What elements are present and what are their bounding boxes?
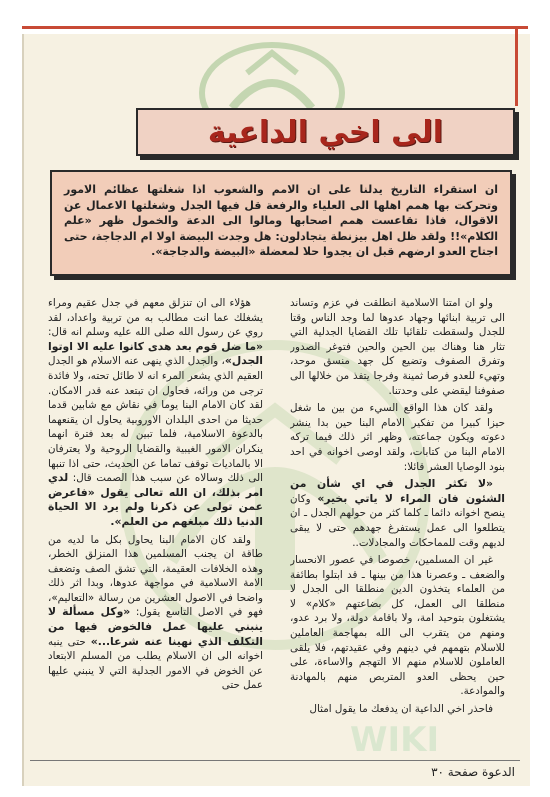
left-paragraph-1: هؤلاء الى ان تنزلق معهم في جدل عقيم ومراء يشغلك عما انت مطالب به من تربية واعداد، لقد روي عن رسول الله صلى الله عليه وسلم انه قال: «ما ضل قوم بعد هدى كانوا عليه الا اوتوا الجدل»، والجدل الذي ينهى عنه الاسلام هو الجدل العقيم الذي يشعر المرء انه لا طائل تحته، ولا فائدة ترجى من ورائه، فحاول ان تبتعد عنه قدر الامكان. لقد كان الامام البنا يوما في نقاش مع شابين قدما حديثا من احدى البلدان الاوروبية يحاول ان يقنعهما بالدعوة الاسلامية، فلما تبين له بعد فترة انهما ينكران الامور الغيبية والقضايا الروحية ولا يعترفان الا بالماديات توقف تماما عن الحديث، حتى اذا تنبها الى ذلك وسالاه عن سبب هذا الصمت قال: لدي امر بذلك، ان الله تعالى يقول «فاعرض عمن تولى عن ذكرنا ولم يرد الا الحياة الدنيا ذلك مبلغهم من العلم». [48, 297, 263, 528]
right-paragraph-4: غير ان المسلمين، خصوصا في عصور الانحسار والضعف ـ وعصرنا هذا من بينها ـ قد ابتلوا بطائفة من العلماء يتخذون الدين منطلقا الى الجدل لا منطلقا الى العمل، كل بضاعتهم «كلام» لا يشتغلون بتوحيد امة، ولا باقامة دولة، ولا برد عدو، ومنهم من يتقرب الى الله بمهاجمة العاملين للاسلام بتهمهم في دينهم وفي عقيدتهم، فلا يلقى العاملون للاسلام منهم الا التهجم والاساءة، على حين يحظى العدو المتربص منهم بالمهادنة والموادعة. [290, 554, 505, 698]
watermark-text: WIKI [350, 720, 440, 760]
intro-box [50, 170, 512, 276]
article-title: الى اخي الداعية [207, 114, 444, 150]
right-paragraph-5: فاحذر اخي الداعية ان يدفعك ما يقول امثال [309, 703, 493, 716]
quran-bold: لدي امر بذلك، ان الله تعالى يقول «فاعرض عمن تولى عن ذكرنا ولم يرد الا الحياة الدنيا ذلك مبلغهم من العلم». [48, 471, 263, 528]
intro-paragraph: ان استقراء التاريخ يدلنا على ان الامم والشعوب اذا شغلتها عظائم الامور وتحركت بها همم اهلها الى العلياء والرفعة قل فيها الجدل وشغلتها الاعمال عن الاقوال، فاذا تقاعست همم اصحابها ومالوا الى الدعة والخمول ظهر «علم الكلام»!! ولقد ظل اهل بيزنطة يتجادلون: هل وجدت البيضة اولا ام الدجاجة، حتى اجتاح العدو ارضهم قبل ان يجدوا حلا لمعضلة «البيضة والدجاجة». [64, 183, 498, 258]
article-title-box [136, 108, 515, 156]
quote-bold: «لا تكثر الجدل في اي شأن من الشئون فان المراء لا ياتي بخير» [290, 477, 505, 505]
principle-bold: «وكل مسألة لا ينبني عليها عمل فالخوض فيها من التكلف الذي نهينا عنه شرعا...» [48, 605, 263, 648]
corner-red-rule [515, 26, 518, 106]
hadith-bold: «ما ضل قوم بعد هدى كانوا عليه الا اوتوا الجدل» [48, 339, 263, 368]
footer-rule [30, 760, 520, 761]
right-paragraph-1: ولو ان امتنا الاسلامية انطلقت في عزم وتساند الى تربية ابنائها وجهاد عدوها لما وجد الناس وقتا للجدل ولسقطت تلقائيا تلك القضايا الجدلية التي تثار هنا وهناك بين الحين والحين فتوغر الصدور وتفرق الصفوف وتضيع كل جهد منسق موحد، وتهيء للعدو فرصا ثمينة وفرجا يتفذ من خلالها الى صفوفنا ليقضي على وحدتنا. [290, 297, 505, 397]
left-column [48, 296, 263, 751]
page-footer: الدعوة صفحة ٣٠ [431, 765, 515, 779]
top-red-rule [22, 26, 528, 29]
right-paragraph-2: ولقد كان هذا الواقع السيء من بين ما شغل حيزا كبيرا من تفكير الامام البنا حين بدا ينشر دعوته ويكون جماعته، وظهر اثر ذلك فيما تركه الامام البنا من كتابات، ولقد اوصى اخوانه في احد بنود الوصايا العشر قائلا: [290, 402, 505, 473]
left-paragraph-2: ولقد كان الامام البنا يحاول بكل ما لديه من طاقة ان يجنب المسلمين هذا المنزلق الخطر، وهذه الخلافات العقيمة، التي تشق الصف وتضعف الامة الاسلامية في مواجهة عدوها، وبدا اثر ذلك واضحا في الاصول العشرين من رسالة «التعاليم»، فهو في الاصل التاسع يقول: «وكل مسألة لا ينبني عليها عمل فالخوض فيها من التكلف الذي نهينا عنه شرعا...» حتى ينبه اخوانه الى ان الاسلام يطلب من المسلم الابتعاد عن الخوض في الامور الجدلية التي لا ينبني عليها عمل حتى [48, 533, 263, 692]
right-paragraph-3: «لا تكثر الجدل في اي شأن من الشئون فان المراء لا ياتي بخير» وكان ينصح اخوانه دائما ـ كلما كثر من حولهم الجدل ـ ان يتطلعوا الى عمل يستفرغ جهدهم حتى لا يبقى لديهم وقت للمماحكات والمجادلات.. [290, 477, 505, 549]
right-column [290, 296, 505, 751]
